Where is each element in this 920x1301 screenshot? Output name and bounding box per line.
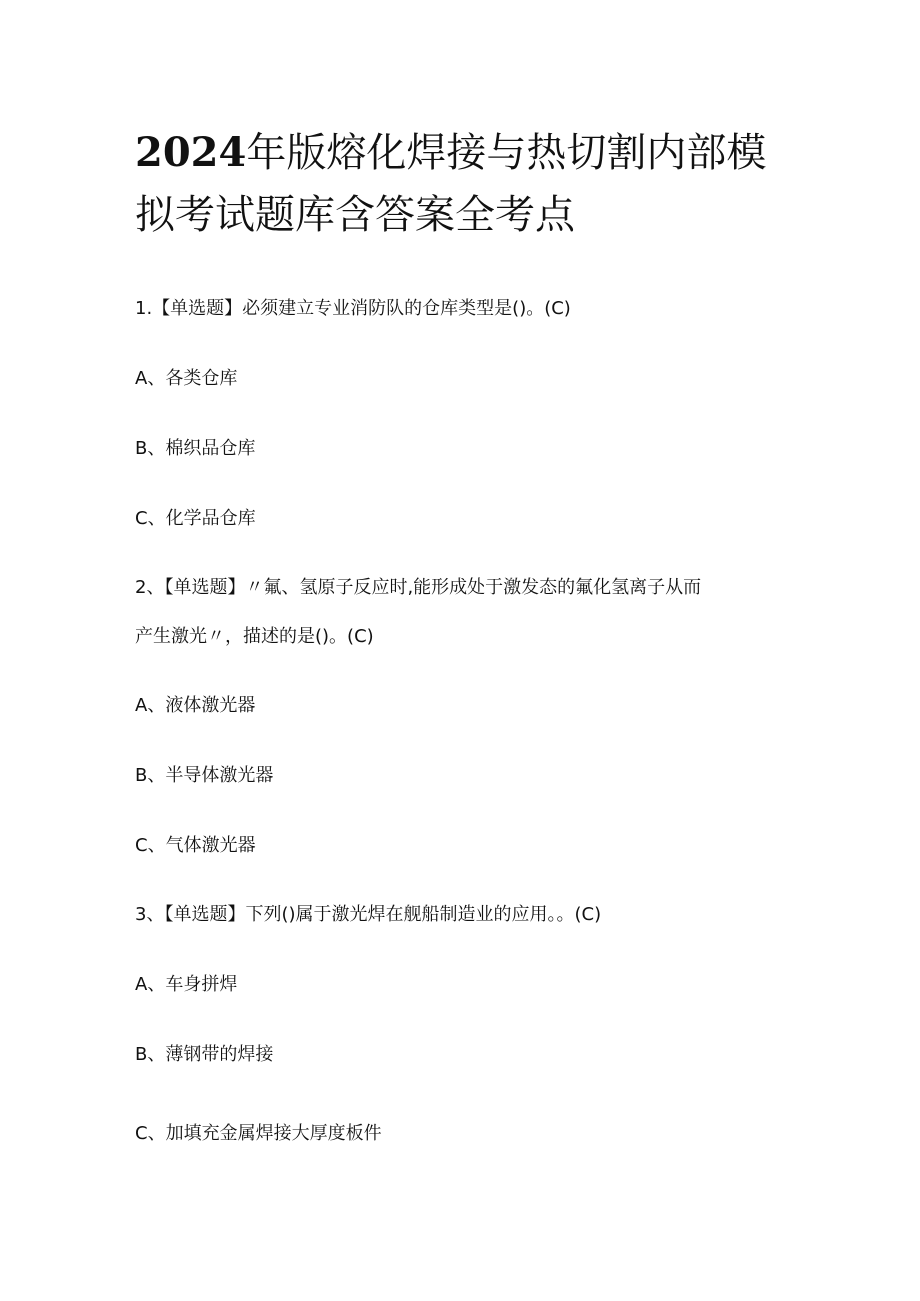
question-1-stem: 1.【单选题】必须建立专业消防队的仓库类型是()。(C) [135, 298, 571, 319]
title-year: 2024 [135, 129, 247, 176]
question-2-option-b: B、半导体激光器 [135, 765, 274, 786]
question-3-option-a: A、车身拼焊 [135, 974, 238, 995]
question-2-stem-line-1: 2、【单选题】〃氟、氢原子反应时,能形成处于激发态的氟化氢离子从而 [135, 577, 702, 598]
question-2-option-c: C、气体激光器 [135, 835, 256, 856]
question-2-stem-line-2: 产生激光〃，描述的是()。(C) [135, 626, 374, 647]
question-1-option-c: C、化学品仓库 [135, 508, 256, 529]
question-1-option-b: B、棉织品仓库 [135, 438, 256, 459]
question-3-stem: 3、【单选题】下列()属于激光焊在舰船制造业的应用。。(C) [135, 904, 602, 925]
question-1-option-a: A、各类仓库 [135, 368, 238, 389]
question-3-option-b: B、薄钢带的焊接 [135, 1044, 274, 1065]
document-title [135, 122, 795, 246]
question-3-option-c: C、加填充金属焊接大厚度板件 [135, 1123, 382, 1144]
question-2-option-a: A、液体激光器 [135, 695, 256, 716]
title-text: 年版熔化焊接与热切割内部模拟考试题库含答案全考点 [135, 130, 767, 238]
